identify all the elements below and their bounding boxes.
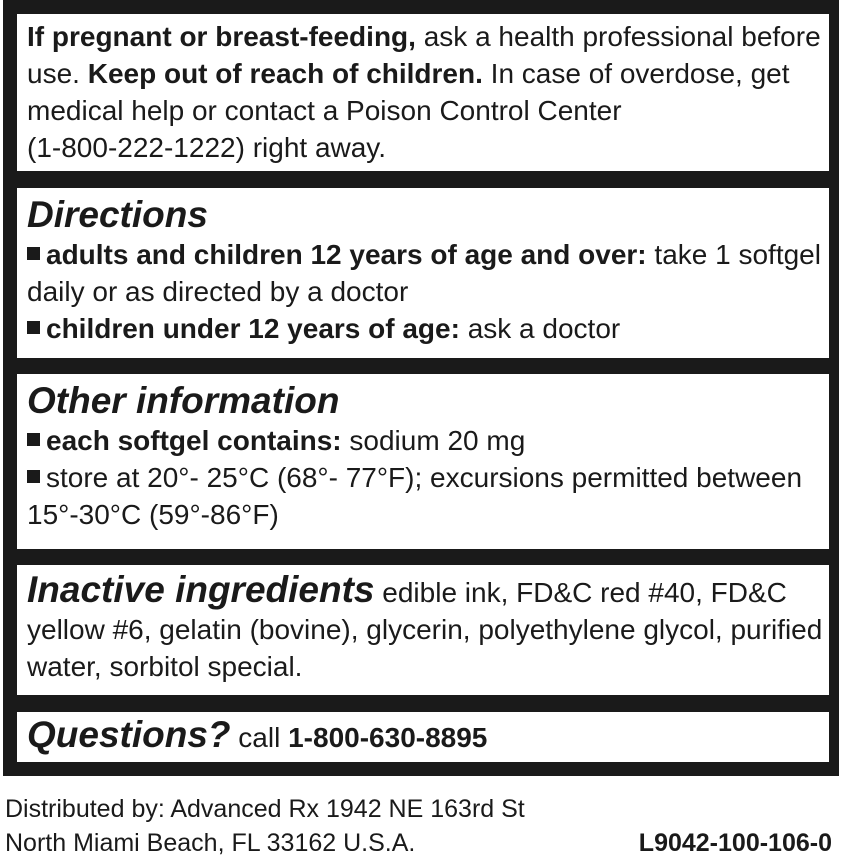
directions-panel [17,188,829,358]
inactive-line-2: yellow #6, gelatin (bovine), glycerin, polyethylene glycol, purified [27,614,823,645]
questions-panel [17,712,829,762]
directions-adults-bold: adults and children 12 years of age and over: [46,239,647,270]
questions-heading: Questions? [27,714,231,755]
other-information-heading: Other information [27,380,340,421]
storage-text-cont: 15°-30°C (59°-86°F) [27,499,279,530]
bullet-square-icon [27,321,40,334]
warnings-panel [17,14,829,171]
inactive-line-3: water, sorbitol special. [27,651,303,682]
distributor-line-1: Distributed by: Advanced Rx 1942 NE 163rd St [5,795,525,823]
directions-children-bold: children under 12 years of age: [46,313,460,344]
pregnant-warning-bold: If pregnant or breast-feeding, [27,21,416,52]
directions-adults-text: take 1 softgel [646,239,821,270]
drug-facts-frame [3,0,839,776]
other-info-item-storage [27,459,819,496]
warnings-line-4: (1-800-222-1222) right away. [27,132,387,163]
bullet-square-icon [27,470,40,483]
softgel-contains-bold: each softgel contains: [46,425,342,456]
bullet-square-icon [27,247,40,260]
inactive-line-1-text: edible ink, FD&C red #40, FD&C [374,577,787,608]
directions-heading: Directions [27,194,208,235]
warnings-line-3: medical help or contact a Poison Control Center [27,95,622,126]
warnings-line-1 [27,18,819,55]
questions-call-text: call [230,722,289,753]
inactive-ingredients-panel [17,565,829,695]
directions-adults-cont: daily or as directed by a doctor [27,276,409,307]
inactive-ingredients-heading: Inactive ingredients [27,569,375,610]
inactive-line-1 [27,565,819,611]
storage-text: store at 20°- 25°C (68°- 77°F); excursions permitted between [46,462,803,493]
overdose-text: In case of overdose, get [482,58,790,89]
product-code: L9042-100-106-0 [638,829,832,857]
other-info-item-softgel [27,422,819,459]
other-information-panel [17,374,829,549]
pregnant-warning-text: ask a health professional before [415,21,821,52]
distributor-line-2: North Miami Beach, FL 33162 U.S.A. [5,829,416,857]
use-text: use. [27,58,80,89]
questions-phone: 1-800-630-8895 [288,722,488,753]
keep-out-reach-bold: Keep out of reach of children. [87,58,483,89]
directions-item-adults [27,236,819,273]
distributor-info [5,792,525,860]
softgel-contains-text: sodium 20 mg [341,425,526,456]
directions-item-children [27,310,819,347]
questions-line [27,712,819,756]
warnings-line-2 [27,55,819,92]
directions-children-text: ask a doctor [459,313,621,344]
bullet-square-icon [27,433,40,446]
